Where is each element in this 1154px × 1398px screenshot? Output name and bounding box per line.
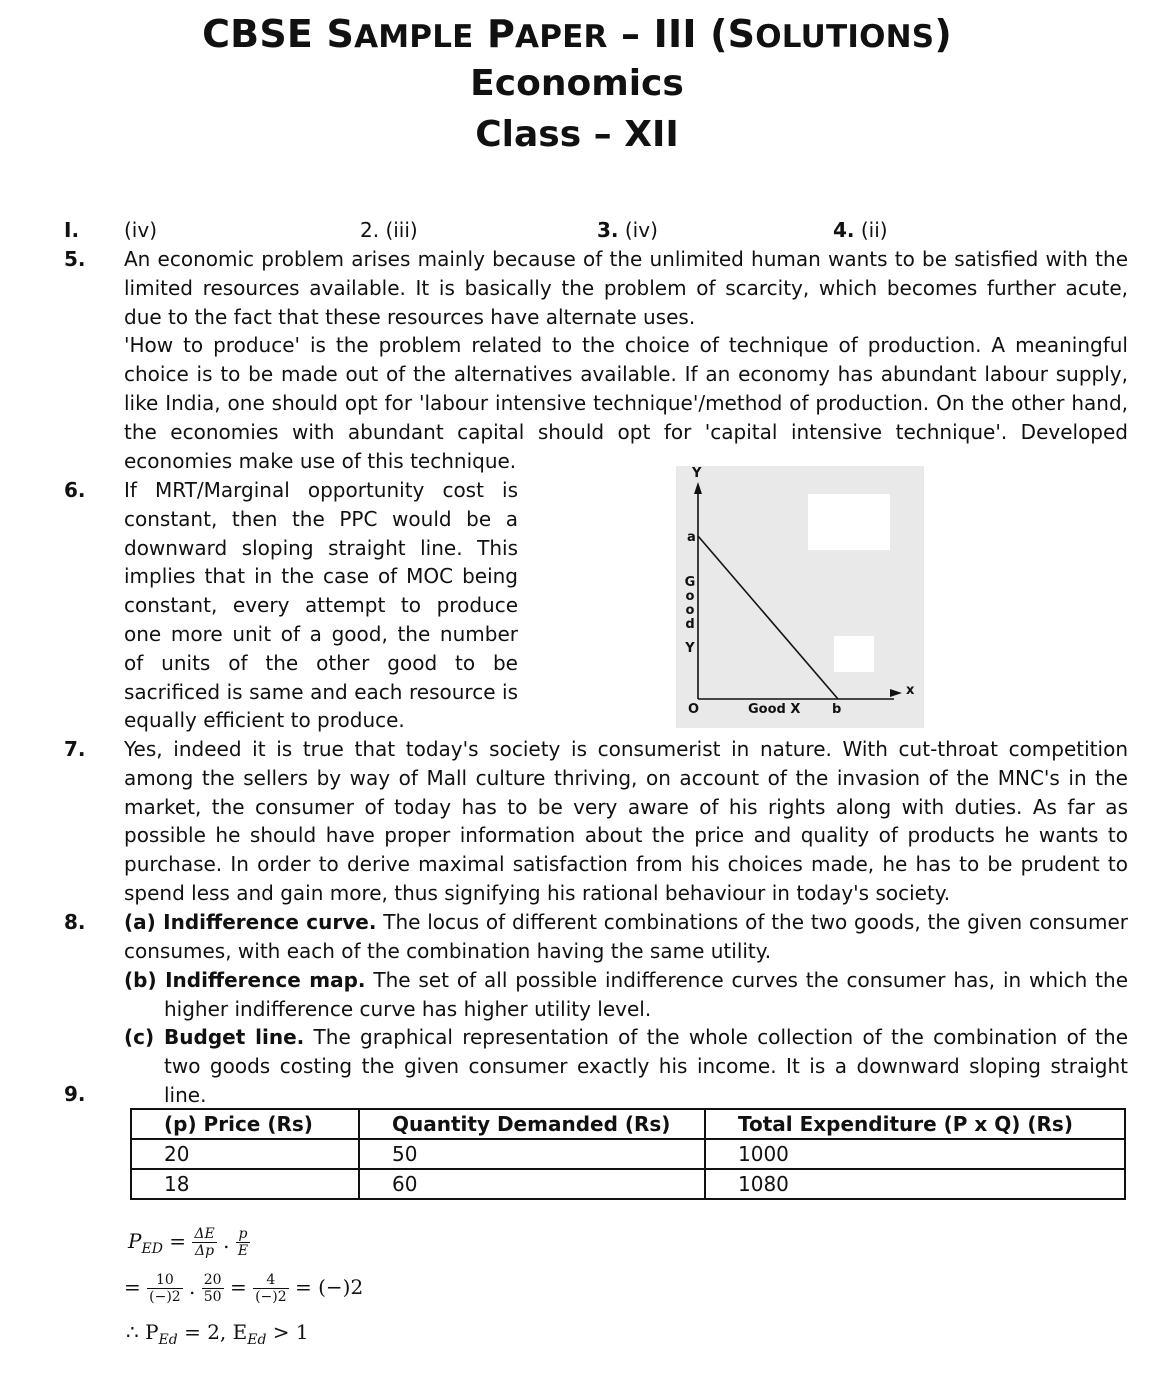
table-header: Total Expenditure (P x Q) (Rs): [705, 1109, 1125, 1139]
question-number-5: 5.: [64, 247, 86, 271]
answer-6: If MRT/Marginal opportunity cost is constant, then the PPC would be a downward sloping straight line. This implies that in the case of MOC being constant, every attempt to produce one more unit of a good, the number of units of the other good to be sacrificed is same and each resource is equally efficient to produce.: [124, 478, 518, 733]
table-header-row: [131, 1109, 1125, 1139]
paper-title: CBSE SAMPLE PAPER – III (SOLUTIONS): [202, 12, 952, 56]
question-number-6: 6.: [64, 478, 86, 502]
answer-5: [124, 245, 1128, 475]
ppc-graph: [676, 466, 924, 728]
question-number-1: I.: [64, 218, 80, 242]
answer-8c: (c) Budget line. The graphical representation of the whole collection of the combination of the two goods costing the given consumer exactly his income. It is a downward sloping straight line.: [124, 1025, 1128, 1107]
table-cell: 60: [359, 1169, 705, 1199]
y-axis-arrow: [694, 482, 702, 494]
table-header: (p) Price (Rs): [131, 1109, 359, 1139]
x-axis-label: x: [906, 683, 915, 698]
elasticity-formula: $P_{ED}$ = $\frac{\Delta E}{\Delta p}$ . $\frac{p}{E}$: [128, 1226, 249, 1259]
expenditure-table: [130, 1108, 1126, 1200]
answer-8b: (b) Indifference map. The set of all possible indifference curves the consumer has, in which the higher indifference curve has higher utility level.: [124, 968, 1128, 1021]
question-number-9: 9.: [64, 1082, 86, 1106]
question-number-8: 8.: [64, 910, 86, 934]
ppc-axes: [676, 466, 924, 728]
table-cell: 1000: [705, 1139, 1125, 1169]
table-cell: 1080: [705, 1169, 1125, 1199]
x-axis-arrow: [890, 689, 902, 697]
answer-1: (iv): [124, 218, 157, 242]
answer-5-paragraph-2: 'How to produce' is the problem related to the choice of technique of production. A meaningful choice is to be made out of the alternatives available. If an economy has abundant labour supply, like India, one should opt for 'labour intensive technique'/method of production. On the other hand, the economies with abundant capital should opt for 'capital intensive technique'. Developed economies make use of this technique.: [124, 333, 1128, 473]
question-number-7: 7.: [64, 737, 86, 761]
subject-title: Economics: [470, 63, 684, 104]
point-a-label: a: [687, 530, 696, 545]
class-title: Class – XII: [475, 114, 679, 155]
answer-7: Yes, indeed it is true that today's society is consumerist in nature. With cut-throat competition among the sellers by way of Mall culture thriving, on account of the invasion of the MNC's in the market, the consumer of today has to be very aware of his rights along with duties. As far as possible he should have proper information about the price and quality of products he wants to purchase. In order to derive maximal satisfaction from his choices made, he has to be prudent to spend less and gain more, thus signifying his rational behaviour in today's society.: [124, 737, 1128, 905]
table-header: Quantity Demanded (Rs): [359, 1109, 705, 1139]
y-axis-label: Y: [692, 466, 702, 481]
answer-8a: (a) Indifference curve. The locus of different combinations of the two goods, the given consumer consumes, with each of the combination having the same utility.: [124, 910, 1128, 963]
answer-5-paragraph-1: An economic problem arises mainly because of the unlimited human wants to be satisfied with the limited resources available. It is basically the problem of scarcity, which becomes further acute, due to the fact that these resources have alternate uses.: [124, 247, 1128, 329]
point-b-label: b: [832, 702, 842, 717]
table-cell: 20: [131, 1139, 359, 1169]
ppc-line: [698, 536, 838, 699]
x-good-label: Good X: [748, 702, 801, 717]
answer-3: 3. (iv): [597, 218, 658, 242]
origin-label: O: [688, 702, 700, 717]
answer-2: 2. (iii): [360, 218, 418, 242]
elasticity-conclusion: ∴ $P_{Ed} = 2$, $E_{Ed} > 1$: [126, 1320, 309, 1348]
y-good-label: G o o d Y: [684, 575, 696, 656]
table-row: [131, 1139, 1125, 1169]
answer-4: 4. (ii): [833, 218, 888, 242]
table-row: [131, 1169, 1125, 1199]
elasticity-calculation: = $\frac{10}{(-)2}$ . $\frac{20}{50}$ = $\frac{4}{(-)2}$ = (−)2: [124, 1272, 364, 1305]
table-cell: 18: [131, 1169, 359, 1199]
table-cell: 50: [359, 1139, 705, 1169]
